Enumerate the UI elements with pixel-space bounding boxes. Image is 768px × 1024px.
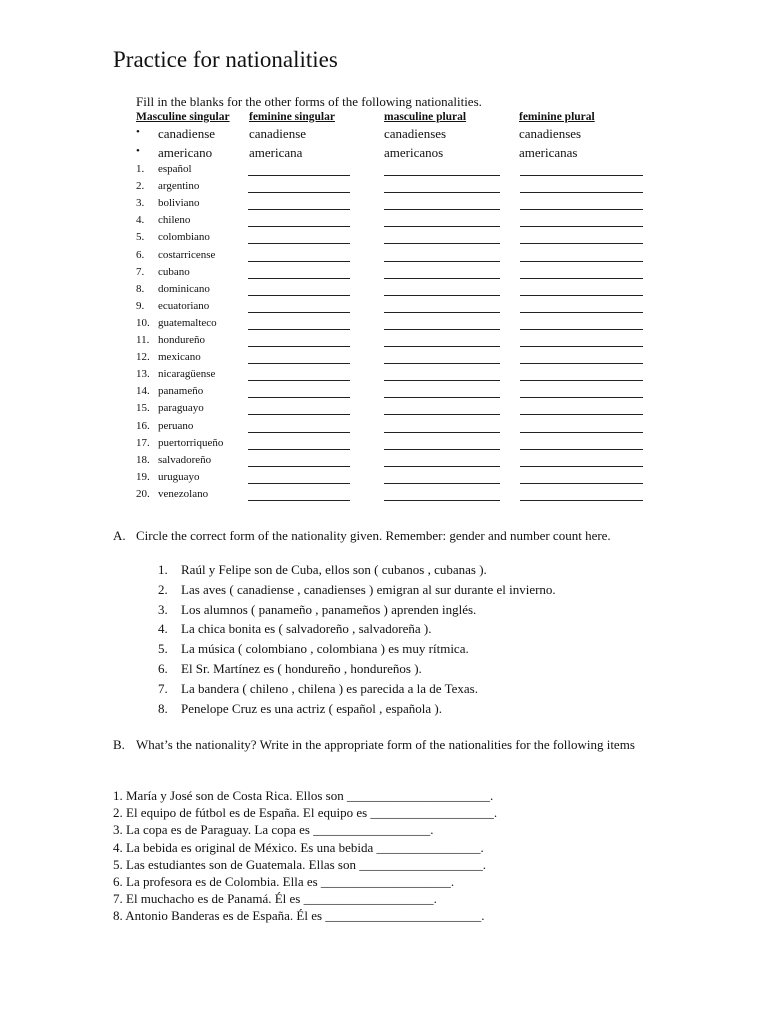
item-number: 10. xyxy=(136,316,150,329)
blank-masculine-plural[interactable] xyxy=(384,231,500,244)
blank-feminine-singular[interactable] xyxy=(248,249,350,262)
blank-feminine-plural[interactable] xyxy=(520,266,643,279)
item-number: 6. xyxy=(136,248,145,261)
blank-feminine-singular[interactable] xyxy=(248,300,350,313)
nationality-word: nicaragüense xyxy=(158,368,216,381)
item-number: 1. xyxy=(158,562,168,577)
nationality-word: ecuatoriano xyxy=(158,299,210,312)
blank-masculine-plural[interactable] xyxy=(384,214,500,227)
blank-masculine-plural[interactable] xyxy=(384,471,500,484)
blank-feminine-singular[interactable] xyxy=(248,197,350,210)
example-masc-plural: canadienses xyxy=(384,126,447,141)
header-masculine-singular: Masculine singular xyxy=(136,111,230,123)
item-number: 16. xyxy=(136,419,150,432)
list-item: 6. La profesora es de Colombia. Ella es ____________________. xyxy=(113,874,455,889)
item-text: La bandera ( chileno , chilena ) es parecida a la de Texas. xyxy=(181,680,478,696)
section-letter: B. xyxy=(113,737,125,752)
list-item: 4. La bebida es original de México. Es una bebida ________________. xyxy=(113,839,484,855)
nationality-word: costarricense xyxy=(158,248,216,261)
nationality-word: venezolano xyxy=(158,487,209,500)
blank-feminine-singular[interactable] xyxy=(248,283,350,296)
blank-feminine-plural[interactable] xyxy=(520,402,643,415)
bullet: • xyxy=(136,126,140,138)
example-masc-plural: americanos xyxy=(384,145,444,160)
blank-masculine-plural[interactable] xyxy=(384,385,500,398)
blank-masculine-plural[interactable] xyxy=(384,180,500,193)
item-number: 11. xyxy=(136,334,150,346)
bullet: • xyxy=(136,145,140,157)
item-number: 7. xyxy=(136,265,145,278)
item-number: 15. xyxy=(136,402,150,415)
section-letter: A. xyxy=(113,528,126,543)
nationality-word: dominicano xyxy=(158,282,210,295)
item-text: La música ( colombiano , colombiana ) es muy rítmica. xyxy=(181,641,469,657)
example-fem-sing: canadiense xyxy=(249,126,307,141)
blank-feminine-singular[interactable] xyxy=(248,471,350,484)
list-item: 3. La copa es de Paraguay. La copa es __________________. xyxy=(113,822,434,838)
blank-feminine-singular[interactable] xyxy=(248,368,350,381)
blank-feminine-singular[interactable] xyxy=(248,266,350,279)
item-number: 2. xyxy=(136,180,145,193)
blank-feminine-plural[interactable] xyxy=(520,231,643,244)
blank-masculine-plural[interactable] xyxy=(384,351,500,364)
item-number: 8. xyxy=(158,700,168,716)
blank-feminine-singular[interactable] xyxy=(248,402,350,415)
item-text: La chica bonita es ( salvadoreño , salvadoreña ). xyxy=(181,621,432,637)
blank-masculine-plural[interactable] xyxy=(384,266,500,279)
blank-feminine-plural[interactable] xyxy=(520,368,643,381)
blank-feminine-plural[interactable] xyxy=(520,471,643,484)
item-text: Penelope Cruz es una actriz ( español , española ). xyxy=(181,700,442,716)
item-text: Raúl y Felipe son de Cuba, ellos son ( cubanos , cubanas ). xyxy=(181,562,487,577)
section-text: Circle the correct form of the nationality given. Remember: gender and number count here. xyxy=(136,528,611,543)
blank-feminine-singular[interactable] xyxy=(248,231,350,244)
nationality-word: argentino xyxy=(158,180,200,193)
item-number: 4. xyxy=(158,621,168,637)
nationality-word: boliviano xyxy=(158,197,200,210)
item-number: 19. xyxy=(136,470,150,483)
item-number: 7. xyxy=(158,680,168,696)
blank-feminine-plural[interactable] xyxy=(520,334,643,347)
blank-masculine-plural[interactable] xyxy=(384,300,500,313)
example-fem-plural: americanas xyxy=(519,145,578,160)
blank-masculine-plural[interactable] xyxy=(384,437,500,450)
blank-feminine-singular[interactable] xyxy=(248,334,350,347)
item-number: 4. xyxy=(136,214,145,227)
blank-masculine-plural[interactable] xyxy=(384,317,500,330)
item-text: Las aves ( canadiense , canadienses ) emigran al sur durante el invierno. xyxy=(181,581,556,597)
nationality-word: paraguayo xyxy=(158,402,204,415)
item-number: 8. xyxy=(136,282,145,295)
blank-masculine-plural[interactable] xyxy=(384,454,500,467)
item-number: 6. xyxy=(158,661,168,676)
nationality-word: hondureño xyxy=(158,334,206,346)
item-number: 18. xyxy=(136,453,150,466)
blank-masculine-plural[interactable] xyxy=(384,283,500,296)
nationality-word: cubano xyxy=(158,265,190,278)
example-masc-sing: americano xyxy=(158,145,213,160)
item-number: 5. xyxy=(158,641,168,657)
section-b-instructions xyxy=(113,737,673,753)
blank-feminine-singular[interactable] xyxy=(248,454,350,467)
blank-feminine-plural[interactable] xyxy=(520,180,643,193)
blank-feminine-singular[interactable] xyxy=(248,214,350,227)
blank-feminine-plural[interactable] xyxy=(520,385,643,398)
list-item: 8. Antonio Banderas es de España. Él es ________________________. xyxy=(113,908,485,924)
nationality-word: español xyxy=(158,163,192,175)
blank-feminine-singular[interactable] xyxy=(248,385,350,398)
blank-feminine-plural[interactable] xyxy=(520,300,643,313)
blank-feminine-plural[interactable] xyxy=(520,488,643,501)
nationality-word: colombiano xyxy=(158,231,210,244)
nationality-word: uruguayo xyxy=(158,470,200,483)
example-fem-plural: canadienses xyxy=(519,126,582,141)
nationality-word: chileno xyxy=(158,214,191,227)
blank-masculine-plural[interactable] xyxy=(384,420,500,433)
blank-feminine-singular[interactable] xyxy=(248,420,350,433)
section-text: What’s the nationality? Write in the appropriate form of the nationalities for the following items xyxy=(136,737,635,752)
instructions: Fill in the blanks for the other forms of the following nationalities. xyxy=(136,94,482,109)
header-masculine-plural: masculine plural xyxy=(384,111,467,123)
blank-masculine-plural[interactable] xyxy=(384,163,500,176)
blank-feminine-plural[interactable] xyxy=(520,420,643,433)
item-number: 17. xyxy=(136,436,150,449)
item-number: 1. xyxy=(136,163,145,175)
item-number: 3. xyxy=(136,197,145,210)
section-a-instructions xyxy=(113,528,673,544)
item-number: 2. xyxy=(158,581,168,597)
nationality-word: guatemalteco xyxy=(158,316,217,329)
nationality-word: mexicano xyxy=(158,351,201,364)
blank-feminine-plural[interactable] xyxy=(520,317,643,330)
blank-feminine-singular[interactable] xyxy=(248,180,350,193)
blank-feminine-plural[interactable] xyxy=(520,214,643,227)
nationality-word: panameño xyxy=(158,385,204,398)
list-item: 5. Las estudiantes son de Guatemala. Ellas son ___________________. xyxy=(113,856,486,872)
nationality-word: puertorriqueño xyxy=(158,436,224,449)
blank-masculine-plural[interactable] xyxy=(384,368,500,381)
blank-feminine-plural[interactable] xyxy=(520,454,643,467)
blank-masculine-plural[interactable] xyxy=(384,402,500,415)
item-number: 3. xyxy=(158,601,168,617)
nationality-word: peruano xyxy=(158,419,194,432)
item-number: 12. xyxy=(136,351,150,364)
item-number: 13. xyxy=(136,368,150,381)
example-fem-sing: americana xyxy=(249,145,303,160)
blank-feminine-plural[interactable] xyxy=(520,437,643,450)
page-title: Practice for nationalities xyxy=(113,47,338,72)
list-item: 2. El equipo de fútbol es de España. El equipo es ___________________. xyxy=(113,805,498,821)
blank-masculine-plural[interactable] xyxy=(384,488,500,501)
list-item: 1. María y José son de Costa Rica. Ellos son ______________________. xyxy=(113,788,494,803)
blank-masculine-plural[interactable] xyxy=(384,334,500,347)
blank-feminine-singular[interactable] xyxy=(248,488,350,501)
item-text: El Sr. Martínez es ( hondureño , hondureños ). xyxy=(181,661,422,676)
blank-feminine-singular[interactable] xyxy=(248,437,350,450)
blank-feminine-plural[interactable] xyxy=(520,197,643,210)
item-number: 20. xyxy=(136,487,150,500)
item-number: 5. xyxy=(136,231,145,244)
example-masc-sing: canadiense xyxy=(158,126,216,141)
item-number: 9. xyxy=(136,299,145,312)
blank-feminine-singular[interactable] xyxy=(248,317,350,330)
blank-feminine-singular[interactable] xyxy=(248,163,350,176)
blank-feminine-plural[interactable] xyxy=(520,163,643,176)
list-item: 7. El muchacho es de Panamá. Él es ____________________. xyxy=(113,891,437,907)
blank-feminine-singular[interactable] xyxy=(248,351,350,364)
blank-masculine-plural[interactable] xyxy=(384,197,500,210)
blank-feminine-plural[interactable] xyxy=(520,351,643,364)
header-feminine-singular: feminine singular xyxy=(249,111,335,123)
nationality-word: salvadoreño xyxy=(158,453,212,466)
blank-feminine-plural[interactable] xyxy=(520,283,643,296)
item-text: Los alumnos ( panameño , panameños ) aprenden inglés. xyxy=(181,601,477,617)
blank-feminine-plural[interactable] xyxy=(520,249,643,262)
header-feminine-plural: feminine plural xyxy=(519,111,595,123)
item-number: 14. xyxy=(136,385,150,398)
blank-masculine-plural[interactable] xyxy=(384,249,500,262)
